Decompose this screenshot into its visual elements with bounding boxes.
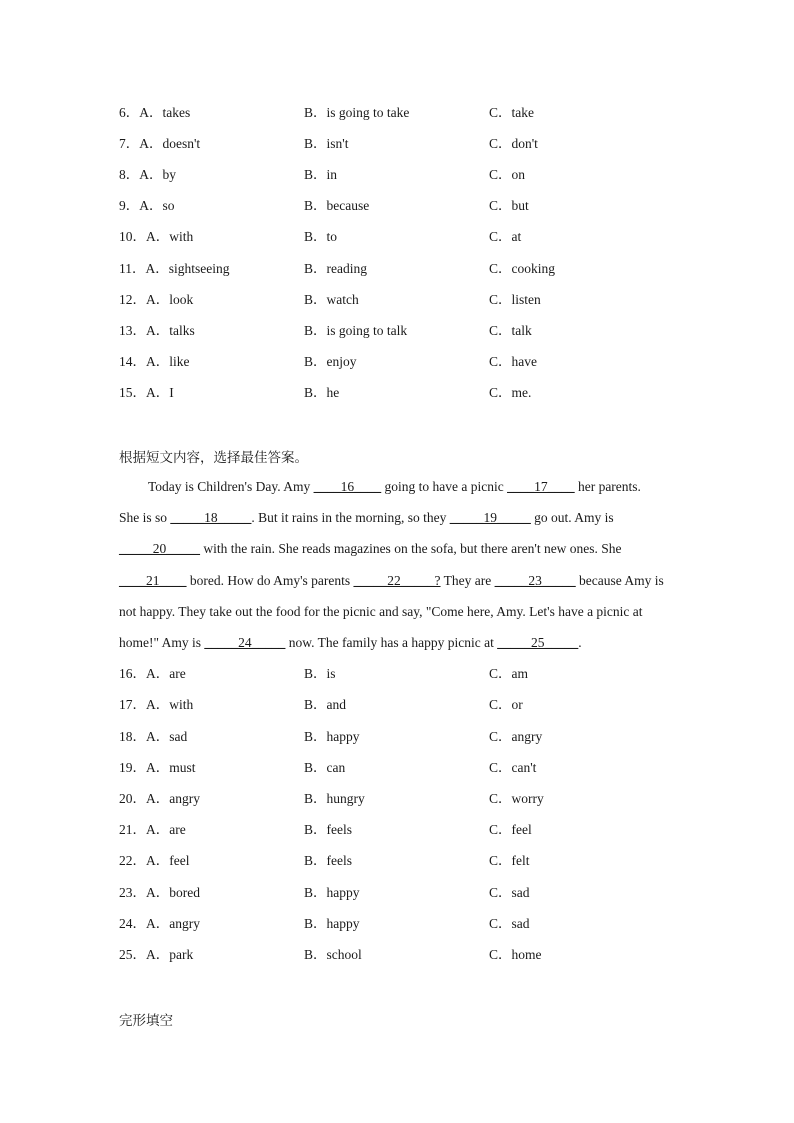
passage-text: with the rain. She reads magazines on the sofa, but there aren't new ones. She: [200, 541, 622, 556]
option-c: C．feel: [489, 822, 532, 837]
passage-text: her parents.: [574, 479, 641, 494]
question-12: [0, 290, 794, 310]
blank-18: _____18_____: [170, 510, 252, 525]
option-b: B．reading: [304, 261, 367, 276]
passage-text: now. The family has a happy picnic at: [285, 635, 498, 650]
question-18: [0, 727, 794, 747]
option-b: B．hungry: [304, 791, 365, 806]
option-a: 21．A．are: [119, 822, 186, 837]
option-c: C．or: [489, 697, 523, 712]
section-heading: 完形填空: [119, 1013, 173, 1029]
section-heading: 根据短文内容，选择最佳答案。: [119, 450, 308, 466]
option-c: C．angry: [489, 729, 543, 744]
question-6: [0, 103, 794, 123]
passage-line-5: [119, 602, 643, 622]
question-8: [0, 165, 794, 185]
question-20: [0, 789, 794, 809]
option-b: B．is: [304, 666, 336, 681]
option-c: C．am: [489, 666, 528, 681]
passage-text: . But it rains in the morning, so they: [251, 510, 450, 525]
question-7: [0, 134, 794, 154]
blank-25: _____25_____: [497, 635, 579, 650]
blank-19: _____19_____: [449, 510, 531, 525]
option-a: 11．A．sightseeing: [119, 261, 230, 276]
option-c: C．but: [489, 198, 529, 213]
passage-text: home!" Amy is: [119, 635, 205, 650]
option-c: C．can't: [489, 760, 537, 775]
blank-23: _____23_____: [494, 573, 576, 588]
option-a: 16．A．are: [119, 666, 186, 681]
option-b: B．isn't: [304, 136, 349, 151]
option-c: C．on: [489, 167, 526, 182]
option-a: 15．A．I: [119, 385, 174, 400]
passage-line-4: [119, 571, 664, 591]
option-b: B．feels: [304, 822, 352, 837]
passage-text: going to have a picnic: [381, 479, 508, 494]
option-b: B．and: [304, 697, 346, 712]
option-a: 8．A．by: [119, 167, 176, 182]
option-c: C．home: [489, 947, 542, 962]
option-b: B．watch: [304, 292, 359, 307]
option-b: B．he: [304, 385, 340, 400]
option-a: 19．A．must: [119, 760, 196, 775]
option-a: 20．A．angry: [119, 791, 200, 806]
question-13: [0, 321, 794, 341]
option-a: 9．A．so: [119, 198, 175, 213]
option-b: B．happy: [304, 885, 360, 900]
question-23: [0, 883, 794, 903]
option-c: C．worry: [489, 791, 544, 806]
question-16: [0, 664, 794, 684]
question-22: [0, 851, 794, 871]
question-15: [0, 383, 794, 403]
option-b: B．is going to take: [304, 105, 410, 120]
blank-17: ____17____: [507, 479, 575, 494]
passage-line-3: [119, 539, 622, 559]
option-a: 18．A．sad: [119, 729, 188, 744]
option-a: 10．A．with: [119, 229, 194, 244]
option-a: 22．A．feel: [119, 853, 190, 868]
option-c: C．don't: [489, 136, 538, 151]
question-14: [0, 352, 794, 372]
option-c: C．felt: [489, 853, 530, 868]
passage-text: Today is Children's Day. Amy: [148, 479, 314, 494]
option-c: C．cooking: [489, 261, 555, 276]
option-b: B．school: [304, 947, 362, 962]
option-b: B．because: [304, 198, 370, 213]
passage-text: not happy. They take out the food for the picnic and say, "Come here, Amy. Let's have a picnic at: [119, 604, 643, 619]
option-c: C．listen: [489, 292, 541, 307]
passage-text: .: [578, 635, 582, 650]
option-a: 23．A．bored: [119, 885, 200, 900]
option-a: 24．A．angry: [119, 916, 200, 931]
option-b: B．can: [304, 760, 346, 775]
blank-22: _____22_____?: [353, 573, 441, 588]
question-25: [0, 945, 794, 965]
passage-text: go out. Amy is: [530, 510, 614, 525]
question-11: [0, 259, 794, 279]
option-b: B．feels: [304, 853, 352, 868]
question-21: [0, 820, 794, 840]
question-17: [0, 695, 794, 715]
question-9: [0, 196, 794, 216]
option-c: C．sad: [489, 885, 530, 900]
question-24: [0, 914, 794, 934]
passage-line-2: [119, 508, 614, 528]
option-c: C．me.: [489, 385, 532, 400]
question-10: [0, 227, 794, 247]
question-19: [0, 758, 794, 778]
option-c: C．take: [489, 105, 534, 120]
option-b: B．happy: [304, 729, 360, 744]
option-a: 7．A．doesn't: [119, 136, 201, 151]
option-b: B．to: [304, 229, 338, 244]
passage-line-1: [148, 477, 641, 497]
blank-16: ____16____: [313, 479, 382, 494]
blank-24: _____24_____: [204, 635, 286, 650]
passage-text: because Amy is: [575, 573, 664, 588]
option-a: 25．A．park: [119, 947, 194, 962]
option-c: C．have: [489, 354, 537, 369]
option-b: B．enjoy: [304, 354, 357, 369]
option-b: B．is going to talk: [304, 323, 408, 338]
option-a: 14．A．like: [119, 354, 190, 369]
option-b: B．in: [304, 167, 338, 182]
option-a: 6．A．takes: [119, 105, 191, 120]
passage-text: She is so: [119, 510, 171, 525]
option-a: 12．A．look: [119, 292, 194, 307]
option-a: 17．A．with: [119, 697, 194, 712]
option-c: C．at: [489, 229, 522, 244]
blank-21: ____21____: [119, 573, 187, 588]
blank-20: _____20_____: [119, 541, 200, 556]
passage-line-6: [119, 633, 582, 653]
passage-text: They are: [440, 573, 495, 588]
passage-text: bored. How do Amy's parents: [186, 573, 354, 588]
option-c: C．sad: [489, 916, 530, 931]
option-a: 13．A．talks: [119, 323, 195, 338]
option-b: B．happy: [304, 916, 360, 931]
option-c: C．talk: [489, 323, 532, 338]
